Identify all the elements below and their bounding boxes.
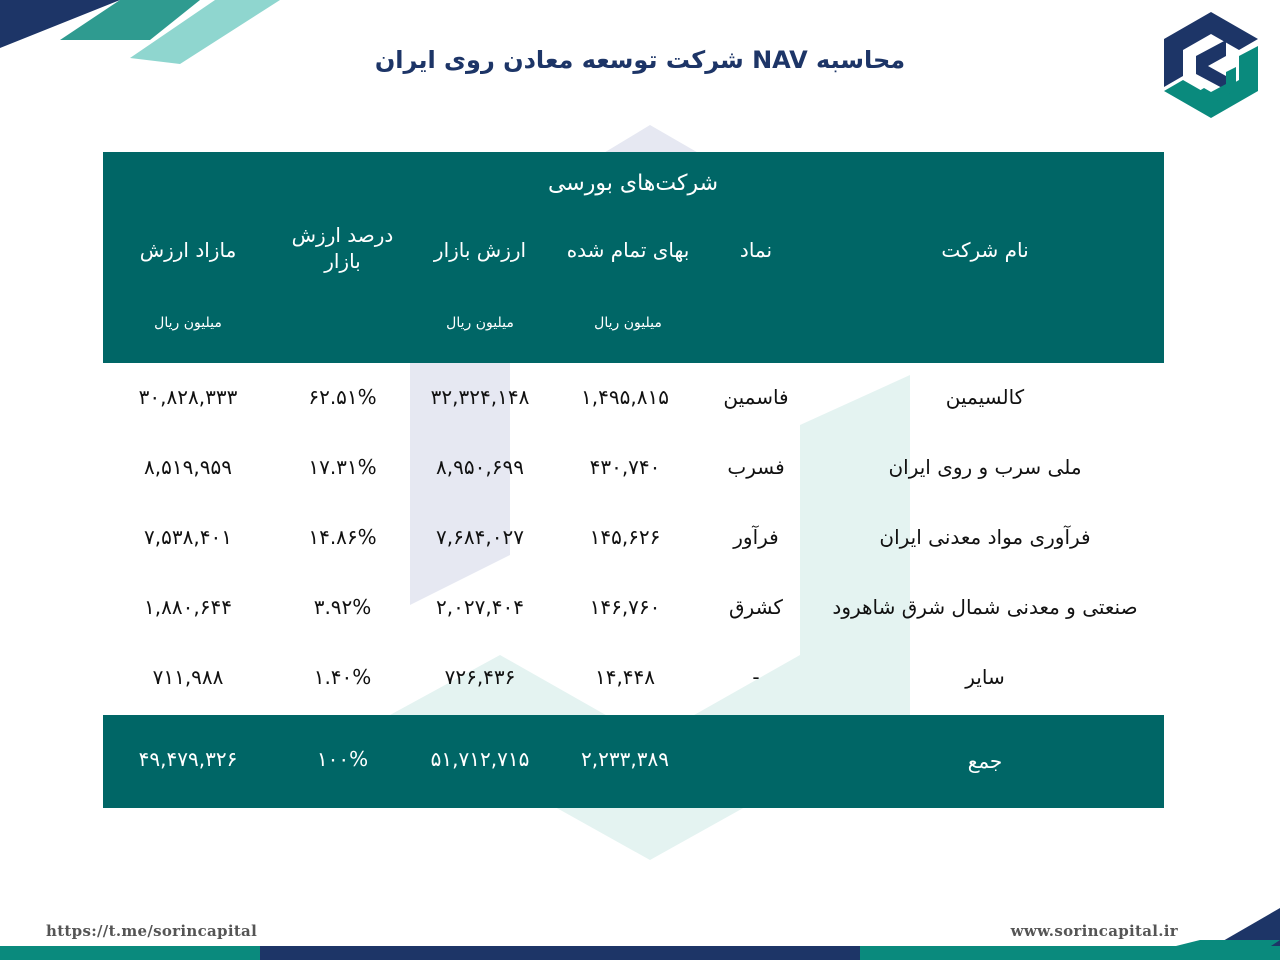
group-header-listed-companies: شرکت‌های بورسی [547,171,719,196]
unit-market-value: میلیون ریال [446,315,514,331]
total-market-pct: ۱۰۰% [316,747,369,771]
row-4-market-pct: ۳.۹۲% [313,595,372,619]
row-2-cost: ۴۳۰,۷۴۰ [589,455,661,479]
page-title: محاسبه NAV شرکت توسعه معادن روی ایران [374,46,906,74]
total-cost: ۲,۲۳۳,۳۸۹ [581,747,669,771]
row-4-surplus: ۱,۸۸۰,۶۴۴ [144,595,232,619]
row-3-market-pct: ۱۴.۸۶% [308,525,377,549]
row-2-market-pct: ۱۷.۳۱% [308,455,377,479]
top-left-stripes [0,0,300,80]
row-5-market-value: ۷۲۶,۴۳۶ [444,665,516,689]
total-label: جمع [967,749,1003,773]
row-4-company: صنعتی و معدنی شمال شرق شاهرود [832,595,1138,619]
row-1-symbol: فاسمین [723,385,789,409]
row-3-surplus: ۷,۵۳۸,۴۰۱ [144,525,232,549]
sorin-logo [1164,12,1258,118]
unit-surplus: میلیون ریال [154,315,222,331]
row-2-symbol: فسرب [727,455,785,479]
row-5-symbol: - [752,665,760,689]
column-header-market-value: ارزش بازار [433,238,527,262]
column-header-company: نام شرکت [941,238,1029,262]
row-3-symbol: فرآور [733,525,779,549]
row-4-cost: ۱۴۶,۷۶۰ [589,595,661,619]
row-1-market-value: ۳۲,۳۲۴,۱۴۸ [430,385,530,409]
total-surplus: ۴۹,۴۷۹,۳۲۶ [138,747,238,771]
row-5-surplus: ۷۱۱,۹۸۸ [152,665,224,689]
row-1-surplus: ۳۰,۸۲۸,۳۳۳ [138,385,238,409]
column-header-symbol: نماد [739,238,773,262]
column-header-market-pct: درصد ارزش بازار [291,223,394,273]
column-header-cost: بهای تمام شده [566,238,690,262]
row-1-company: کالسیمین [945,385,1025,409]
row-1-cost: ۱,۴۹۵,۸۱۵ [581,385,669,409]
row-2-company: ملی سرب و روی ایران [888,455,1082,479]
row-4-market-value: ۲,۰۲۷,۴۰۴ [436,595,524,619]
row-5-market-pct: ۱.۴۰% [313,665,372,689]
total-market-value: ۵۱,۷۱۲,۷۱۵ [430,747,530,771]
row-5-company: سایر [965,665,1005,689]
bottom-bar-accent [260,946,860,960]
unit-cost: میلیون ریال [594,315,662,331]
row-5-cost: ۱۴,۴۴۸ [594,665,656,689]
row-3-company: فرآوری مواد معدنی ایران [879,525,1091,549]
row-2-market-value: ۸,۹۵۰,۶۹۹ [436,455,524,479]
row-4-symbol: کشرق [729,595,783,619]
telegram-link[interactable]: https://t.me/sorincapital [46,922,258,940]
row-3-cost: ۱۴۵,۶۲۶ [589,525,661,549]
website-link[interactable]: www.sorincapital.ir [1010,922,1178,940]
row-3-market-value: ۷,۶۸۴,۰۲۷ [436,525,524,549]
row-1-market-pct: ۶۲.۵۱% [308,385,377,409]
column-header-surplus: مازاد ارزش [139,238,237,262]
row-2-surplus: ۸,۵۱۹,۹۵۹ [144,455,232,479]
